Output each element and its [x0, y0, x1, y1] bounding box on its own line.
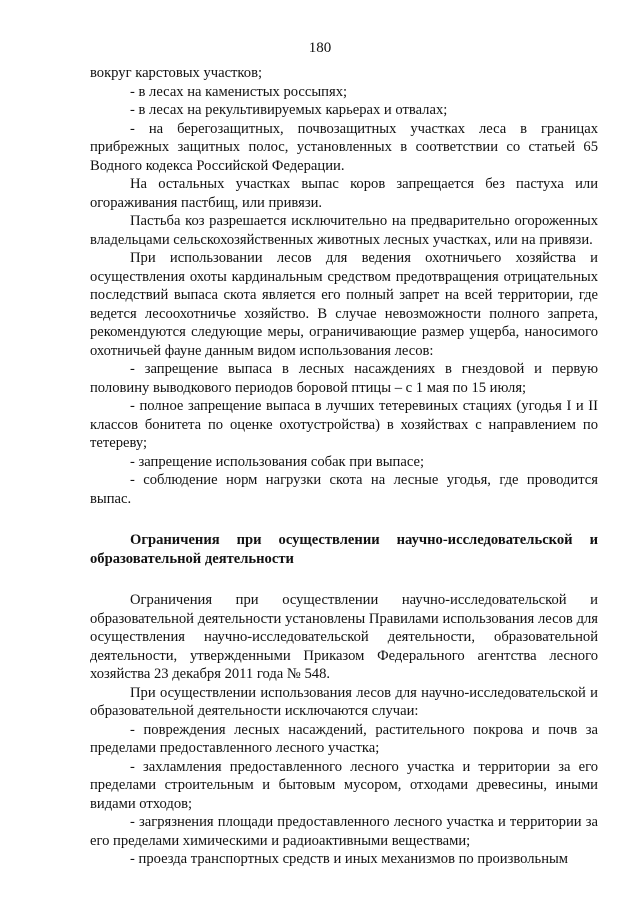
list-item: - захламления предоставленного лесного участка и территории за его пределами строительным и бытовым мусором, отходами древесины, иными видами отходов;: [90, 758, 598, 812]
list-item: - на берегозащитных, почвозащитных участках леса в границах прибрежных защитных полос, установленных в соответствии со статьей 65 Водного кодекса Российской Федерации.: [90, 120, 598, 174]
list-item: - запрещение использования собак при выпасе;: [130, 453, 425, 470]
list-item: - проезда транспортных средств и иных механизмов по произвольным: [130, 851, 569, 867]
page-number: 180: [308, 40, 332, 56]
list-item: - полное запрещение выпаса в лучших тетеревиных стациях (угодья I и II классов бонитета по оценке охотустройства) в хозяйствах с направлением по тетереву;: [90, 398, 598, 451]
paragraph: При использовании лесов для ведения охотничьего хозяйства и осуществления охоты кардинальным средством предотвращения отрицательных последствий выпаса скота является его полный запрет на всей территории, где ведется лесоохотничье хозяйство. В случае невозможности полного запрета, рекомендуются следующие меры, ограничивающие размер ущерба, наносимого охотничьей фауне данным видом использования лесов:: [90, 250, 598, 359]
paragraph: Пастьба коз разрешается исключительно на предварительно огороженных владельцами сельскохозяйственных животных лесных участках, или на привязи.: [90, 213, 598, 248]
paragraph: При осуществлении использования лесов для научно-исследовательской и образовательной деятельности исключаются случаи:: [90, 684, 598, 719]
list-item: - соблюдение норм нагрузки скота на лесные угодья, где проводится выпас.: [90, 472, 598, 507]
paragraph: вокруг карстовых участков;: [90, 65, 263, 81]
list-item: - запрещение выпаса в лесных насаждениях в гнездовой и первую половину выводкового периодов боровой птицы – с 1 мая по 15 июля;: [90, 361, 598, 396]
paragraph: На остальных участках выпас коров запрещается без пастуха или огораживания пастбищ, или привязи.: [90, 176, 598, 211]
paragraph: Ограничения при осуществлении научно-исследовательской и образовательной деятельности установлены Правилами использования лесов для осуществления научно-исследовательской деятельности, образовательной деятельности, утвержденными Приказом Федерального агентства лесного хозяйства 23 декабря 2011 года № 548.: [90, 592, 598, 682]
list-item: - в лесах на каменистых россыпях;: [130, 83, 348, 100]
list-item: - в лесах на рекультивируемых карьерах и отвалах;: [130, 102, 448, 118]
list-item: - повреждения лесных насаждений, растительного покрова и почв за пределами предоставленного лесного участка;: [90, 721, 598, 756]
list-item: - загрязнения площади предоставленного лесного участка и территории за его пределами химическими и радиоактивными веществами;: [90, 814, 598, 849]
document-body: [90, 64, 598, 869]
section-heading: Ограничения при осуществлении научно-исследовательской и образовательной деятельности: [90, 532, 598, 567]
